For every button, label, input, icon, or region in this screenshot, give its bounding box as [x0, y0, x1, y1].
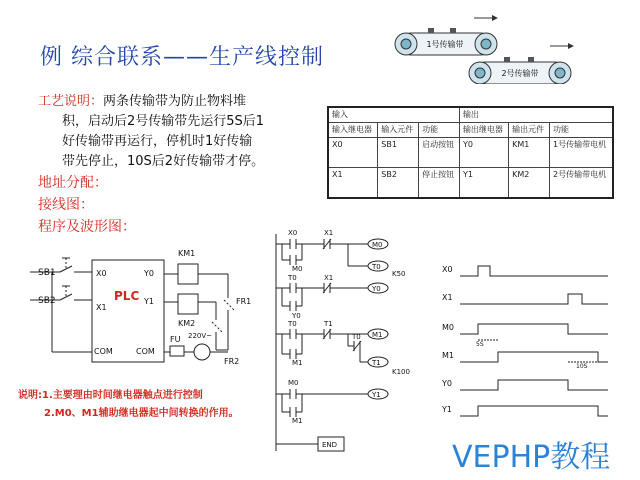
ladder-end: END	[322, 441, 338, 449]
waveform-x0	[460, 266, 608, 276]
table-cell: Y1	[459, 168, 508, 198]
fr2-label: FR2	[224, 357, 240, 366]
table-cell: 1号传输带电机	[550, 138, 614, 168]
table-row	[328, 138, 613, 168]
io-input-header: 输入	[328, 107, 459, 123]
km2-label: KM2	[178, 319, 196, 328]
ladder-m1-coil: M1	[372, 331, 383, 339]
fu-label: FU	[170, 335, 181, 344]
waveform-label-m1: M1	[442, 351, 454, 360]
io-output-header: 输出	[459, 107, 613, 123]
conveyor-belt-1	[395, 15, 498, 55]
ladder-x0: X0	[288, 229, 298, 237]
waveform-delay-10s: 10S	[576, 363, 588, 370]
column-header: 输入继电器	[328, 123, 378, 138]
waveform-x1	[460, 294, 608, 304]
fr1-label: FR1	[236, 297, 252, 306]
ladder-y0-coil: Y0	[372, 285, 381, 293]
ladder-t1-contact: T1	[324, 320, 333, 328]
waveform-delay-5s: 5S	[476, 341, 484, 348]
waveform-m1	[460, 352, 608, 362]
sb2-label: SB2	[38, 296, 56, 306]
waveform-label-x1: X1	[442, 293, 453, 302]
sb1-label: SB1	[38, 268, 56, 278]
io-table-group-header	[328, 107, 613, 123]
ladder-diagram	[268, 226, 418, 456]
note-line-2: 2.M0、M1辅助继电器起中间转换的作用。	[44, 408, 239, 419]
io-table-column-header	[328, 123, 613, 138]
ladder-m0-contact-2: M0	[288, 379, 299, 387]
waveform-diagram	[438, 256, 618, 426]
x1-terminal: X1	[96, 303, 107, 312]
waveform-label-y0: Y0	[442, 379, 452, 388]
table-cell: 停止按钮	[419, 168, 460, 198]
process-description	[38, 92, 328, 172]
process-heading: 工艺说明：	[38, 94, 104, 109]
table-cell: X0	[328, 138, 378, 168]
waveform-y1	[460, 406, 608, 416]
y0-terminal: Y0	[144, 269, 154, 278]
ladder-m0-coil: M0	[372, 241, 383, 249]
column-header: 功能	[419, 123, 460, 138]
column-header: 输入元件	[378, 123, 419, 138]
ladder-m0-contact: M0	[292, 265, 303, 273]
waveform-m0	[460, 324, 608, 334]
table-cell: SB2	[378, 168, 419, 198]
section-wiring: 接线图：	[38, 197, 94, 213]
com-terminal: COM	[94, 347, 113, 356]
table-cell: Y0	[459, 138, 508, 168]
waveform-label-x0: X0	[442, 265, 453, 274]
ladder-t0-contact: T0	[288, 274, 297, 282]
table-cell: 启动按钮	[419, 138, 460, 168]
belt-1-label: 1号传输带	[426, 40, 464, 49]
ladder-x1: X1	[324, 229, 334, 237]
km1-label: KM1	[178, 249, 196, 258]
process-line-3: 好传输带再运行，停机时1好传输	[62, 134, 253, 149]
ladder-t0-contact-2: T0	[288, 320, 297, 328]
ladder-y1-coil: Y1	[372, 391, 381, 399]
ladder-x1-contact: X1	[324, 274, 334, 282]
conveyor-diagram	[388, 2, 628, 84]
ladder-y0-contact: Y0	[292, 312, 301, 320]
x0-terminal: X0	[96, 269, 107, 278]
waveform-label-y1: Y1	[442, 405, 452, 414]
y1-terminal: Y1	[144, 297, 154, 306]
section-address: 地址分配：	[38, 175, 108, 191]
section-program: 程序及波形图：	[38, 219, 136, 235]
belt-2-label: 2号传输带	[501, 69, 539, 78]
table-cell: SB1	[378, 138, 419, 168]
watermark: VEPHP教程	[452, 440, 611, 475]
ladder-t0-coil: T0	[372, 263, 381, 271]
table-cell: X1	[328, 168, 378, 198]
table-cell: KM1	[509, 138, 550, 168]
process-line-2: 积，启动后2号传输带先运行5S后1	[62, 114, 265, 129]
column-header: 输出继电器	[459, 123, 508, 138]
ladder-m1-contact: M1	[292, 359, 303, 367]
table-cell: KM2	[509, 168, 550, 198]
wiring-diagram	[30, 238, 270, 374]
waveform-y0	[460, 380, 608, 390]
ladder-t0-contact-3: T0	[352, 333, 361, 341]
page-title: 例 综合联系——生产线控制	[40, 45, 324, 70]
process-line-1: 两条传输带为防止物料堆	[103, 94, 247, 109]
com-terminal-2: COM	[136, 347, 155, 356]
column-header: 输出元件	[509, 123, 550, 138]
plc-label: PLC	[114, 289, 140, 303]
voltage-label: 220V~	[188, 332, 213, 340]
ladder-m1-contact-2: M1	[292, 417, 303, 425]
io-table	[327, 106, 614, 199]
process-line-4: 带先停止，10S后2好传输带才停。	[62, 154, 265, 169]
table-cell: 2号传输带电机	[550, 168, 614, 198]
note-line-1: 说明:1.主要理由时间继电器触点进行控制	[18, 390, 203, 401]
waveform-label-m0: M0	[442, 323, 454, 332]
ladder-k100: K100	[392, 368, 410, 376]
column-header: 功能	[550, 123, 614, 138]
ladder-k50: K50	[392, 270, 406, 278]
ladder-t1-coil: T1	[372, 359, 381, 367]
table-row	[328, 168, 613, 198]
